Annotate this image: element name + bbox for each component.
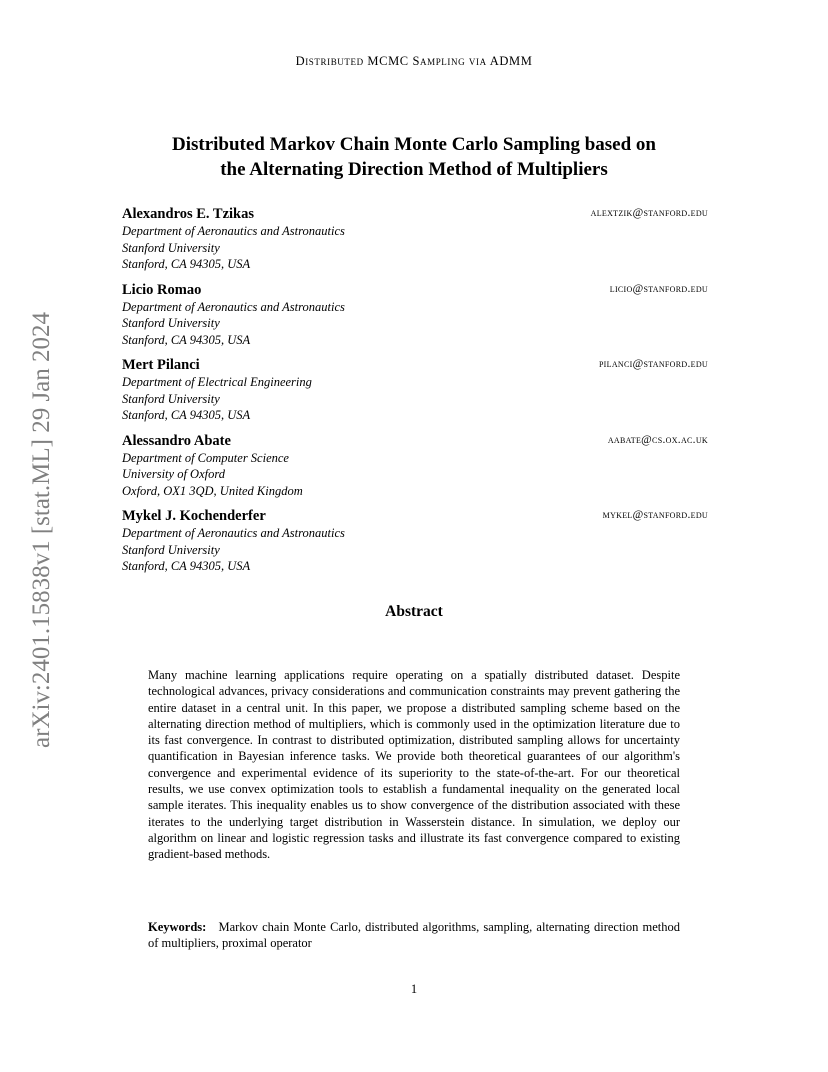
author-university: University of Oxford bbox=[122, 467, 225, 481]
author-department: Department of Aeronautics and Astronautics bbox=[122, 526, 345, 540]
author-email: licio@stanford.edu bbox=[609, 282, 708, 295]
author-department: Department of Computer Science bbox=[122, 450, 289, 465]
author-list bbox=[122, 205, 708, 583]
author-name: Licio Romao bbox=[122, 281, 202, 298]
author-university: Stanford University bbox=[122, 542, 220, 557]
author-name: Alexandros E. Tzikas bbox=[122, 206, 255, 222]
author-location: Stanford, CA 94305, USA bbox=[122, 559, 251, 573]
paper-title bbox=[80, 132, 748, 182]
author-name: Mykel J. Kochenderfer bbox=[122, 508, 266, 524]
author-email: aabate@cs.ox.ac.uk bbox=[607, 433, 708, 446]
author-block bbox=[122, 205, 708, 273]
author-location: Stanford, CA 94305, USA bbox=[122, 408, 251, 422]
author-department: Department of Aeronautics and Astronautics bbox=[122, 224, 345, 238]
author-email: mykel@stanford.edu bbox=[602, 509, 708, 521]
author-email: pilanci@stanford.edu bbox=[598, 358, 708, 370]
author-department: Department of Electrical Engineering bbox=[122, 375, 312, 389]
keywords bbox=[148, 919, 680, 952]
abstract-body bbox=[148, 667, 680, 863]
author-block bbox=[122, 281, 708, 349]
abstract-paragraph: Many machine learning applications require operating on a spatially distributed dataset. Despite technological advances, privacy considerations and communication constraints may prevent gathering the entire dataset in a central unit. In this paper, we propose a distributed sampling scheme based on the alternating direction method of multipliers, which is commonly used in the optimization literature due to its fast convergence. In contrast to distributed optimization, distributed sampling allows for uncertainty quantification in Bayesian inference tasks. We provide both theoretical guarantees of our algorithm's convergence and experimental evidence of its superiority to the state-of-the-art. For our theoretical results, we use convex optimization tools to establish a fundamental inequality on the generated local sample iterates. This inequality enables us to show convergence of the distribution associated with these iterates to the underlying target distribution in Wasserstein distance. In simulation, we deploy our algorithm on linear and logistic regression tasks and illustrate its fast convergence compared to existing gradient-based methods. bbox=[148, 668, 680, 862]
author-name: Mert Pilanci bbox=[122, 357, 200, 373]
author-block bbox=[122, 432, 708, 500]
author-university: Stanford University bbox=[122, 240, 220, 255]
author-university: Stanford University bbox=[122, 316, 220, 330]
paper-title-line-2: the Alternating Direction Method of Multipliers bbox=[220, 159, 608, 180]
author-department: Department of Aeronautics and Astronautics bbox=[122, 299, 345, 314]
abstract-heading: Abstract bbox=[385, 603, 443, 620]
author-name: Alessandro Abate bbox=[122, 432, 231, 449]
arxiv-identifier-stamp: arXiv:2401.15838v1 [stat.ML] 29 Jan 2024 bbox=[28, 311, 55, 749]
author-location: Stanford, CA 94305, USA bbox=[122, 257, 251, 271]
author-location: Stanford, CA 94305, USA bbox=[122, 332, 251, 347]
author-university: Stanford University bbox=[122, 391, 220, 406]
author-block bbox=[122, 356, 708, 424]
author-block bbox=[122, 507, 708, 575]
running-head: Distributed MCMC Sampling via ADMM bbox=[295, 54, 533, 68]
page-number: 1 bbox=[410, 982, 418, 996]
author-location: Oxford, OX1 3QD, United Kingdom bbox=[122, 483, 303, 498]
keywords-text: Markov chain Monte Carlo, distributed algorithms, sampling, alternating direction method of multipliers, proximal operator bbox=[148, 920, 681, 951]
paper-title-line-1: Distributed Markov Chain Monte Carlo Sampling based on bbox=[171, 134, 657, 155]
author-email: alextzik@stanford.edu bbox=[590, 207, 708, 219]
keywords-label: Keywords: bbox=[148, 920, 207, 934]
